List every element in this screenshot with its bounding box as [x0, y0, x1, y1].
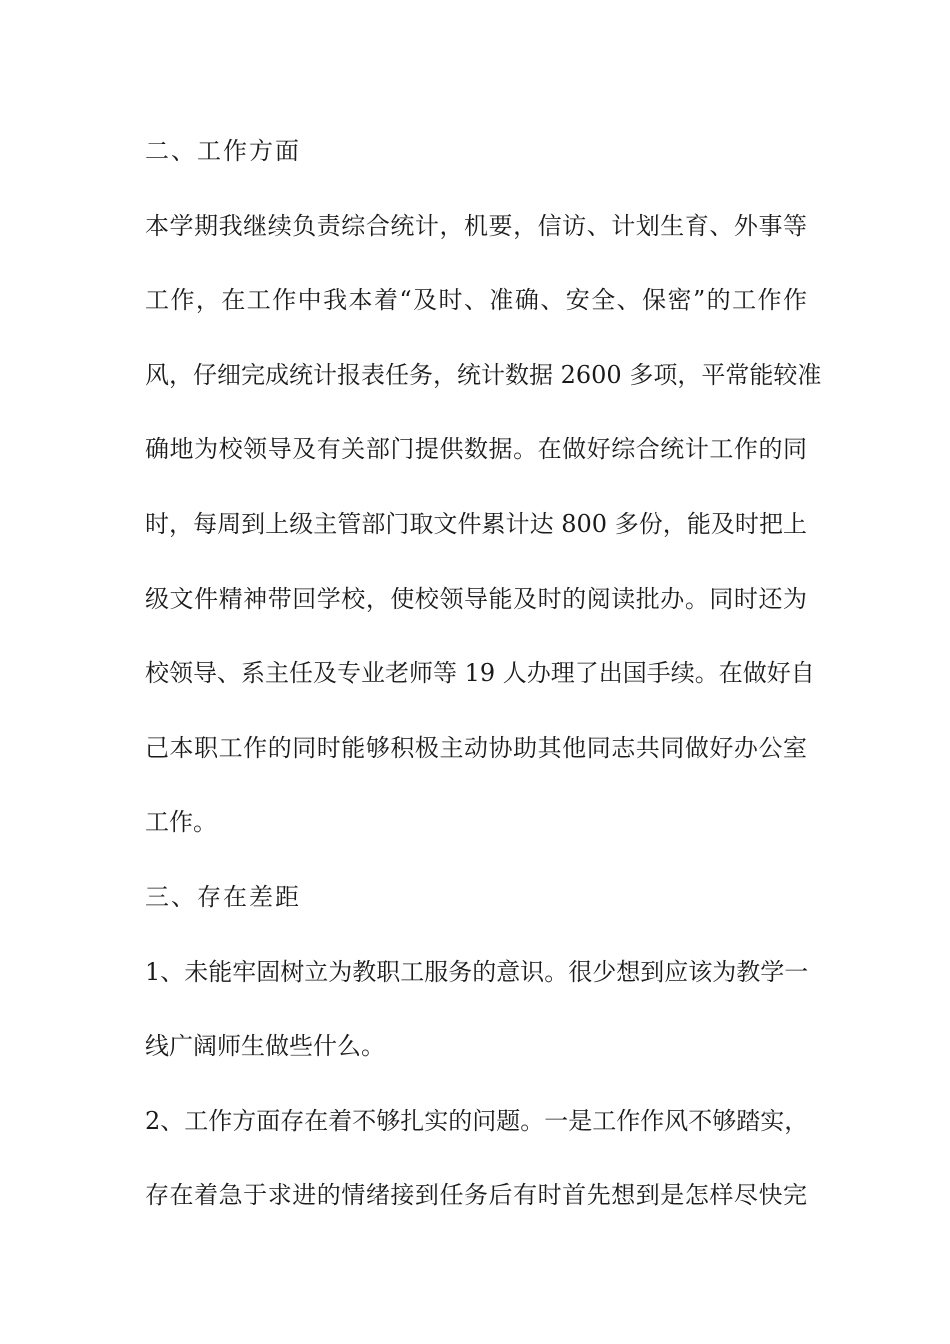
paragraph-line: 风，仔细完成统计报表任务，统计数据 2600 多项，平常能较准	[145, 360, 822, 389]
paragraph-line: 本学期我继续负责综合统计，机要，信访、计划生育、外事等	[145, 211, 807, 240]
paragraph-line: 存在着急于求进的情绪接到任务后有时首先想到是怎样尽快完	[145, 1181, 807, 1210]
paragraph-line: 2、工作方面存在着不够扎实的问题。一是工作作风不够踏实，	[145, 1106, 809, 1135]
paragraph-line: 工作。	[145, 808, 217, 837]
paragraph-line: 线广阔师生做些什么。	[145, 1032, 385, 1061]
paragraph-line: 1、未能牢固树立为教职工服务的意识。很少想到应该为教学一	[145, 957, 809, 986]
paragraph-line: 确地为校领导及有关部门提供数据。在做好综合统计工作的同	[145, 435, 807, 464]
paragraph-line: 校领导、系主任及专业老师等 19 人办理了出国手续。在做好自	[145, 659, 815, 688]
paragraph-line: 工作，在工作中我本着“及时、准确、安全、保密”的工作作	[145, 286, 807, 315]
section-heading-work: 二、工作方面	[145, 137, 301, 165]
document-body	[145, 126, 822, 1245]
paragraph-line: 己本职工作的同时能够积极主动协助其他同志共同做好办公室	[145, 733, 807, 762]
section-heading-gaps: 三、存在差距	[145, 882, 301, 911]
paragraph-line: 时，每周到上级主管部门取文件累计达 800 多份，能及时把上	[145, 509, 807, 538]
paragraph-line: 级文件精神带回学校，使校领导能及时的阅读批办。同时还为	[145, 584, 807, 613]
